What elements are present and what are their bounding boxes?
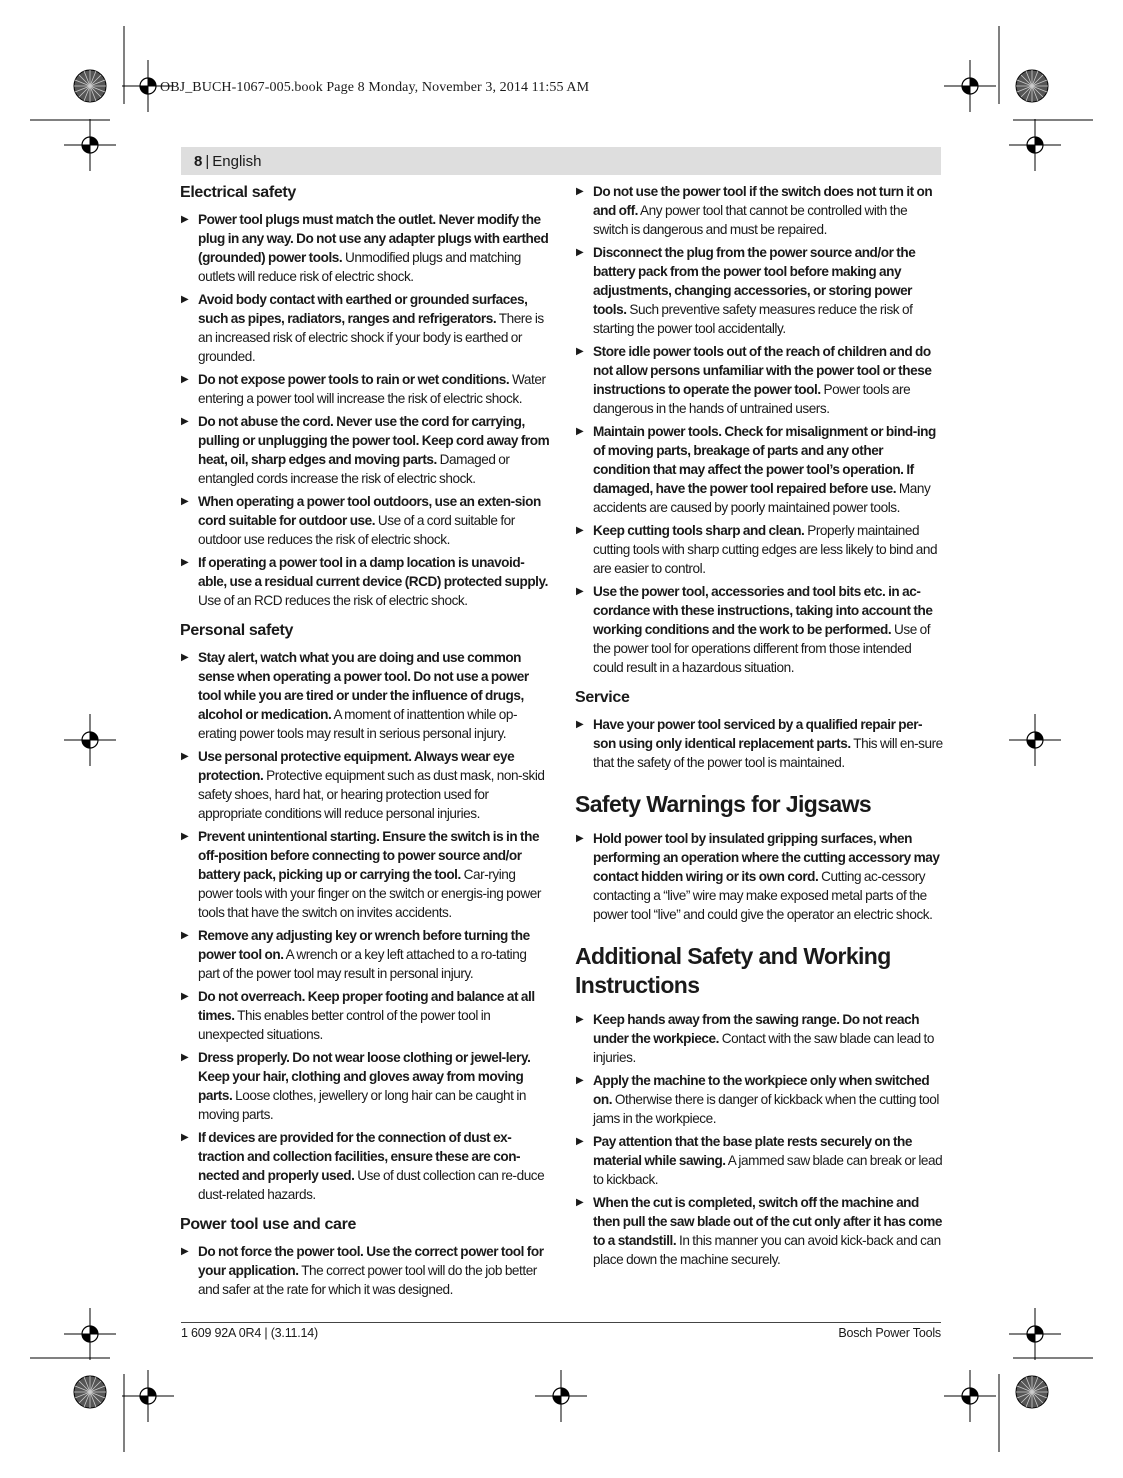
bullet-triangle-icon: ▶: [181, 930, 189, 941]
item-bold-text: Dress properly. Do not wear loose clothing or jewel-lery. Keep your hair, clothing and gloves away from moving parts.: [198, 1050, 531, 1103]
bullet-triangle-icon: ▶: [181, 214, 189, 225]
safety-item: [180, 1048, 550, 1124]
safety-item: [575, 422, 943, 517]
safety-item: [575, 182, 943, 239]
bullet-triangle-icon: ▶: [181, 374, 189, 385]
header-language: English: [212, 152, 262, 170]
section-title-personal-safety: Personal safety: [180, 622, 294, 639]
section-title-jigsaw-warnings: Safety Warnings for Jigsaws: [575, 791, 872, 817]
item-text: Many accidents are caused by poorly maintained power tools.: [593, 481, 931, 515]
bullet-triangle-icon: ▶: [181, 294, 189, 305]
power-tool-use-list: [180, 1242, 550, 1299]
bullet-triangle-icon: ▶: [181, 496, 189, 507]
safety-item: [180, 827, 550, 922]
item-bold-text: When operating a power tool outdoors, use an exten-sion cord suitable for outdoor use.: [198, 494, 541, 528]
bullet-triangle-icon: ▶: [576, 719, 584, 730]
right-column: [575, 182, 943, 1273]
safety-item: [575, 243, 943, 338]
item-text: A moment of inattention while op-erating power tools may result in serious personal injury.: [198, 707, 518, 741]
header-separator: |: [205, 152, 210, 170]
bullet-triangle-icon: ▶: [576, 186, 584, 197]
item-text: Any power tool that cannot be controlled with the switch is dangerous and must be repaired.: [593, 203, 908, 237]
page-header: [181, 147, 941, 175]
jigsaw-warnings-list: [575, 829, 943, 924]
item-bold-text: If operating a power tool in a damp location is unavoid-able, use a residual current device (RCD) protected supply.: [198, 555, 548, 589]
bullet-triangle-icon: ▶: [181, 416, 189, 427]
page-number: 8: [194, 152, 203, 170]
item-text: Use of an RCD reduces the risk of electric shock.: [198, 593, 468, 608]
item-text: Car-rying power tools with your finger on the switch or energis-ing power tools that have the switch on invites accidents.: [198, 867, 541, 920]
item-bold-text: Stay alert, watch what you are doing and use common sense when operating a power tool. Do not use a power tool while you are tired or under the influence of drugs, alcohol or medication.: [198, 650, 529, 722]
item-bold-text: Power tool plugs must match the outlet. Never modify the plug in any way. Do not use any adapter plugs with earthed (grounded) power tools.: [198, 212, 549, 265]
safety-item: [575, 521, 943, 578]
footer-doc-number: 1 609 92A 0R4 | (3.11.14): [181, 1326, 319, 1340]
bullet-triangle-icon: ▶: [181, 991, 189, 1002]
print-slug-line: OBJ_BUCH-1067-005.book Page 8 Monday, November 3, 2014 11:55 AM: [160, 80, 590, 95]
item-bold-text: Do not use the power tool if the switch does not turn it on and off.: [593, 184, 933, 218]
section-title-electrical-safety: Electrical safety: [180, 184, 296, 201]
item-bold-text: Remove any adjusting key or wrench before turning the power tool on.: [198, 928, 530, 962]
item-text: Properly maintained cutting tools with sharp cutting edges are less likely to bind and are easier to control.: [593, 523, 938, 576]
item-text: Protective equipment such as dust mask, non-skid safety shoes, hard hat, or hearing protection used for appropriate conditions will reduce personal injuries.: [198, 768, 545, 821]
bullet-triangle-icon: ▶: [181, 1052, 189, 1063]
bullet-triangle-icon: ▶: [181, 751, 189, 762]
item-bold-text: Prevent unintentional starting. Ensure the switch is in the off-position before connecting to power source and/or battery pack, picking up or carrying the tool.: [198, 829, 540, 882]
bullet-triangle-icon: ▶: [181, 1132, 189, 1143]
section-title-power-tool-use: Power tool use and care: [180, 1216, 357, 1233]
safety-item: [180, 210, 550, 286]
item-bold-text: Maintain power tools. Check for misalignment or bind-ing of moving parts, breakage of parts and any other condition that may affect the power tool’s operation. If damaged, have the power tool repaired before use.: [593, 424, 936, 496]
item-text: Contact with the saw blade can lead to injuries.: [593, 1031, 934, 1065]
item-text: This enables better control of the power tool in unexpected situations.: [198, 1008, 491, 1042]
service-list: [575, 715, 943, 772]
item-bold-text: Pay attention that the base plate rests securely on the material while sawing.: [593, 1134, 913, 1168]
item-text: Damaged or entangled cords increase the risk of electric shock.: [198, 452, 510, 486]
safety-item: [180, 987, 550, 1044]
safety-item: [180, 926, 550, 983]
bullet-triangle-icon: ▶: [576, 426, 584, 437]
safety-item: [180, 290, 550, 366]
item-text: There is an increased risk of electric shock if your body is earthed or grounded.: [198, 311, 544, 364]
safety-item: [575, 1132, 943, 1189]
item-text: Unmodified plugs and matching outlets will reduce risk of electric shock.: [198, 250, 521, 284]
safety-item: [180, 1242, 550, 1299]
item-text: In this manner you can avoid kick-back and can place down the machine securely.: [593, 1233, 941, 1267]
safety-item: [180, 747, 550, 823]
item-text: This will en-sure that the safety of the power tool is maintained.: [593, 736, 943, 770]
item-text: Such preventive safety measures reduce the risk of starting the power tool accidentally.: [593, 302, 913, 336]
safety-item: [575, 342, 943, 418]
bullet-triangle-icon: ▶: [181, 1246, 189, 1257]
item-bold-text: If devices are provided for the connection of dust ex-traction and collection facilities, ensure these are con-nected and properly used.: [198, 1130, 521, 1183]
item-text: Use of a cord suitable for outdoor use reduces the risk of electric shock.: [198, 513, 515, 547]
item-bold-text: Do not overreach. Keep proper footing and balance at all times.: [198, 989, 535, 1023]
bullet-triangle-icon: ▶: [576, 247, 584, 258]
item-text: Loose clothes, jewellery or long hair can be caught in moving parts.: [198, 1088, 527, 1122]
item-text: Water entering a power tool will increase the risk of electric shock.: [198, 372, 546, 406]
item-text: Use of dust collection can re-duce dust-related hazards.: [198, 1168, 545, 1202]
bullet-triangle-icon: ▶: [576, 833, 584, 844]
safety-item: [575, 715, 943, 772]
bullet-triangle-icon: ▶: [181, 831, 189, 842]
item-text: A jammed saw blade can break or lead to kickback.: [593, 1153, 943, 1187]
item-bold-text: Apply the machine to the workpiece only when switched on.: [593, 1073, 930, 1107]
item-bold-text: Use personal protective equipment. Always wear eye protection.: [198, 749, 515, 783]
safety-item: [180, 553, 550, 610]
item-bold-text: Keep cutting tools sharp and clean.: [593, 523, 805, 538]
bullet-triangle-icon: ▶: [181, 557, 189, 568]
safety-item: [180, 648, 550, 743]
safety-item: [575, 582, 943, 677]
safety-item: [180, 412, 550, 488]
bullet-triangle-icon: ▶: [181, 652, 189, 663]
item-bold-text: Store idle power tools out of the reach of children and do not allow persons unfamiliar with the power tool or these instructions to operate the power tool.: [593, 344, 932, 397]
safety-item: [180, 492, 550, 549]
item-bold-text: Have your power tool serviced by a qualified repair per-son using only identical replacement parts.: [593, 717, 923, 751]
section-title-additional-instructions: Additional Safety and Working Instructions: [575, 943, 891, 998]
power-tool-use-list-continued: [575, 182, 943, 677]
bullet-triangle-icon: ▶: [576, 1136, 584, 1147]
item-text: Otherwise there is danger of kickback when the cutting tool jams in the workpiece.: [593, 1092, 939, 1126]
safety-item: [575, 829, 943, 924]
item-bold-text: Avoid body contact with earthed or grounded surfaces, such as pipes, radiators, ranges and refrigerators.: [198, 292, 528, 326]
bullet-triangle-icon: ▶: [576, 346, 584, 357]
item-text: The correct power tool will do the job better and safer at the rate for which it was designed.: [198, 1263, 537, 1297]
item-bold-text: Disconnect the plug from the power source and/or the battery pack from the power tool before making any adjustments, changing accessories, or storing power tools.: [593, 245, 916, 317]
bullet-triangle-icon: ▶: [576, 586, 584, 597]
safety-item: [575, 1071, 943, 1128]
item-text: Cutting ac-cessory contacting a “live” wire may make exposed metal parts of the power tool “live” and could give the operator an electric shock.: [593, 869, 933, 922]
item-bold-text: When the cut is completed, switch off the machine and then pull the saw blade out of the cut only after it has come to a standstill.: [593, 1195, 942, 1248]
item-text: A wrench or a key left attached to a ro-tating part of the power tool may result in personal injury.: [198, 947, 527, 981]
bullet-triangle-icon: ▶: [576, 1014, 584, 1025]
safety-item: [180, 1128, 550, 1204]
item-bold-text: Keep hands away from the sawing range. Do not reach under the workpiece.: [593, 1012, 920, 1046]
additional-instructions-list: [575, 1010, 943, 1269]
item-bold-text: Do not abuse the cord. Never use the cord for carrying, pulling or unplugging the power tool. Keep cord away from heat, oil, sharp edges and moving parts.: [198, 414, 550, 467]
electrical-safety-list: [180, 210, 550, 610]
left-column: [180, 182, 550, 1303]
item-bold-text: Do not expose power tools to rain or wet conditions.: [198, 372, 510, 387]
safety-item: [180, 370, 550, 408]
personal-safety-list: [180, 648, 550, 1204]
safety-item: [575, 1010, 943, 1067]
item-bold-text: Do not force the power tool. Use the correct power tool for your application.: [198, 1244, 544, 1278]
item-text: Use of the power tool for operations different from those intended could result in a hazardous situation.: [593, 622, 931, 675]
item-bold-text: Hold power tool by insulated gripping surfaces, when performing an operation where the cutting accessory may contact hidden wiring or its own cord.: [593, 831, 940, 884]
bullet-triangle-icon: ▶: [576, 1075, 584, 1086]
item-text: Power tools are dangerous in the hands of untrained users.: [593, 382, 911, 416]
footer-rule: [181, 1322, 941, 1323]
item-bold-text: Use the power tool, accessories and tool bits etc. in ac-cordance with these instructions, taking into account the working conditions and the work to be performed.: [593, 584, 933, 637]
section-title-service: Service: [575, 689, 630, 706]
bullet-triangle-icon: ▶: [576, 525, 584, 536]
footer-brand: Bosch Power Tools: [838, 1326, 941, 1340]
safety-item: [575, 1193, 943, 1269]
bullet-triangle-icon: ▶: [576, 1197, 584, 1208]
